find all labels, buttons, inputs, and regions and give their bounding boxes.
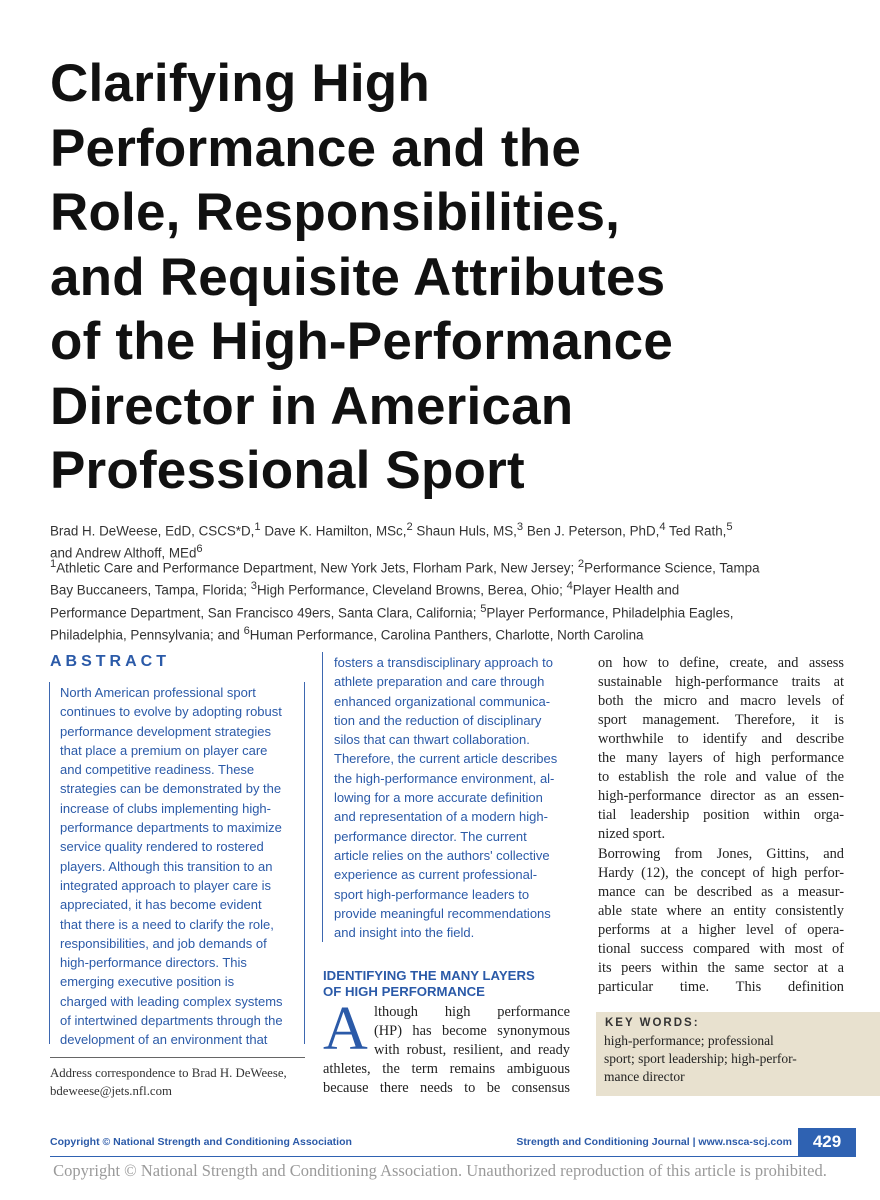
author: Dave K. Hamilton, MSc, bbox=[260, 523, 407, 539]
abstract-line: provide meaningful recommendations bbox=[334, 905, 551, 921]
affil-marker: 1 bbox=[254, 521, 261, 533]
abstract-line: Therefore, the current article describes bbox=[334, 751, 558, 767]
affiliation-text: Athletic Care and Performance Department, New York Jets, Florham Park, New Jersey; bbox=[56, 560, 578, 576]
abstract-line: that place a premium on player care bbox=[60, 742, 268, 758]
affil-marker: 6 bbox=[243, 625, 250, 638]
section-heading-line: OF HIGH PERFORMANCE bbox=[323, 983, 485, 999]
affiliation-text: Bay Buccaneers, Tampa, Florida; bbox=[50, 582, 251, 598]
abstract-line: sport high-performance leaders to bbox=[334, 886, 530, 902]
abstract-line: integrated approach to player care is bbox=[60, 877, 272, 893]
abstract-column-2 bbox=[322, 652, 576, 942]
article-title bbox=[50, 52, 850, 504]
affiliation-text: Performance Department, San Francisco 49ers, Santa Clara, California; bbox=[50, 605, 481, 621]
abstract-heading: ABSTRACT bbox=[50, 653, 170, 670]
abstract-line: and competitive readiness. These bbox=[60, 762, 255, 778]
title-line: Director in American bbox=[50, 376, 574, 436]
correspondence-divider bbox=[50, 1057, 305, 1058]
author: Ted Rath, bbox=[665, 523, 727, 539]
body-line: with robust, resilient, and ready bbox=[374, 1042, 570, 1058]
body-line: sport management. Therefore, it is bbox=[598, 712, 844, 728]
body-line: particular time. This definition bbox=[598, 979, 844, 995]
body-line: worthwhile to identify and describe bbox=[598, 731, 844, 747]
title-line: Performance and the bbox=[50, 118, 582, 178]
author: Brad H. DeWeese, EdD, CSCS*D, bbox=[50, 523, 255, 539]
abstract-line: silos that can thwart collaboration. bbox=[334, 732, 530, 748]
affiliation-text: High Performance, Cleveland Browns, Berea, Ohio; bbox=[256, 582, 567, 598]
abstract-line: performance director. The current bbox=[334, 828, 527, 844]
section-heading-line: IDENTIFYING THE MANY LAYERS bbox=[323, 968, 535, 983]
affil-marker: 4 bbox=[659, 521, 666, 533]
affiliation-line bbox=[50, 600, 860, 622]
abstract-line: and insight into the field. bbox=[334, 925, 475, 941]
keywords-label: KEY WORDS: bbox=[605, 1017, 700, 1029]
keywords-line: high-performance; professional bbox=[604, 1033, 774, 1048]
body-line: nized sport. bbox=[598, 826, 666, 842]
footer-journal[interactable]: Strength and Conditioning Journal | www.nsca-scj.com bbox=[516, 1136, 792, 1148]
footer-divider bbox=[50, 1156, 856, 1157]
affiliations bbox=[50, 555, 860, 645]
affil-marker: 6 bbox=[196, 543, 203, 556]
abstract-line: article relies on the authors' collective bbox=[334, 847, 550, 863]
abstract-line: that there is a need to clarify the role, bbox=[60, 916, 274, 932]
abstract-text bbox=[60, 683, 283, 1050]
footer-copyright: Copyright © National Strength and Conditioning Association bbox=[50, 1136, 352, 1148]
abstract-line: high-performance directors. This bbox=[60, 955, 247, 971]
affiliation-text: Human Performance, Carolina Panthers, Charlotte, North Carolina bbox=[249, 627, 644, 643]
affiliation-line bbox=[50, 577, 860, 599]
body-paragraph-2 bbox=[598, 845, 844, 997]
abstract-text bbox=[334, 653, 557, 942]
title-line: Role, Responsibilities, bbox=[50, 183, 621, 242]
body-line: both the micro and macro levels of bbox=[598, 693, 844, 709]
drop-cap: A bbox=[323, 995, 368, 1063]
affiliation-text: Player Performance, Philadelphia Eagles, bbox=[486, 605, 734, 621]
title-line: and Requisite Attributes bbox=[50, 247, 666, 307]
abstract-line: charged with leading complex systems bbox=[60, 993, 283, 1009]
keywords-box bbox=[596, 1012, 880, 1096]
keywords-line: sport; sport leadership; high-perfor- bbox=[604, 1051, 797, 1066]
author: Ben J. Peterson, PhD, bbox=[523, 523, 660, 539]
abstract-line: emerging executive position is bbox=[60, 974, 235, 990]
abstract-line: experience as current professional- bbox=[334, 867, 538, 883]
affil-marker: 5 bbox=[480, 602, 487, 615]
abstract-line: performance departments to maximize bbox=[60, 820, 282, 836]
abstract-line: strategies can be demonstrated by the bbox=[60, 781, 282, 797]
body-line: its peers within the same sector at a bbox=[598, 960, 844, 976]
body-line: tional success compared with most of bbox=[598, 941, 844, 957]
affiliation-line bbox=[50, 555, 860, 577]
abstract-line: performance development strategies bbox=[60, 723, 272, 739]
body-paragraph-1 bbox=[598, 654, 844, 844]
abstract-line: appreciated, it has become evident bbox=[60, 897, 262, 913]
correspondence-email[interactable]: bdeweese@jets.nfl.com bbox=[50, 1084, 172, 1098]
title-line: of the High-Performance bbox=[50, 312, 674, 371]
abstract-line: fosters a transdisciplinary approach to bbox=[334, 655, 553, 670]
abstract-line: increase of clubs implementing high- bbox=[60, 800, 271, 816]
body-line: Hardy (12), the concept of high perfor- bbox=[598, 865, 844, 881]
section-intro-full bbox=[323, 1060, 570, 1098]
abstract-line: players. Although this transition to an bbox=[60, 858, 273, 874]
abstract-line: of intertwined departments through the bbox=[60, 1013, 283, 1029]
affiliation-text: Philadelphia, Pennsylvania; and bbox=[50, 627, 244, 643]
affiliation-text: Performance Science, Tampa bbox=[584, 560, 760, 576]
abstract-column-1 bbox=[49, 682, 305, 1048]
body-line: athletes, the term remains ambiguous bbox=[323, 1061, 570, 1077]
abstract-line: tion and the reduction of disciplinary bbox=[334, 712, 542, 728]
abstract-line: and representation of a modern high- bbox=[334, 809, 548, 825]
abstract-line: the high-performance environment, al- bbox=[334, 770, 555, 786]
body-line: performs at a higher level of opera- bbox=[598, 922, 844, 938]
body-line: the many layers of high performance bbox=[598, 750, 844, 766]
abstract-line: service quality rendered to rostered bbox=[60, 839, 264, 855]
correspondence-note bbox=[50, 1064, 287, 1100]
body-line: sustainable high-performance traits at bbox=[598, 674, 844, 690]
abstract-line: North American professional sport bbox=[60, 685, 256, 700]
body-line: mance can be described as a measur- bbox=[598, 884, 844, 900]
body-line: on how to define, create, and assess bbox=[598, 655, 844, 671]
body-line: lthough high performance bbox=[374, 1004, 570, 1020]
affil-marker: 3 bbox=[516, 521, 524, 533]
body-line: high-performance director as an essen- bbox=[598, 788, 844, 804]
abstract-line: athlete preparation and care through bbox=[334, 674, 545, 690]
body-line: because there needs to be consensus bbox=[323, 1080, 570, 1096]
author: and Andrew Althoff, MEd bbox=[50, 545, 197, 561]
abstract-line: development of an environment that bbox=[60, 1032, 268, 1048]
body-line: tial leadership position within orga- bbox=[598, 807, 844, 823]
keywords-line: mance director bbox=[604, 1069, 685, 1084]
title-line: Clarifying High bbox=[50, 54, 430, 113]
keywords-text bbox=[604, 1032, 797, 1086]
abstract-line: lowing for a more accurate definition bbox=[334, 790, 543, 806]
affil-marker: 5 bbox=[726, 521, 733, 533]
affil-marker: 4 bbox=[566, 580, 573, 593]
section-intro-indented bbox=[374, 1003, 570, 1060]
body-line: to establish the role and value of the bbox=[598, 769, 844, 785]
page-number: 429 bbox=[798, 1128, 856, 1156]
affil-marker: 2 bbox=[577, 558, 585, 570]
affil-marker: 1 bbox=[50, 558, 57, 570]
body-line: able state where an entity consistently bbox=[598, 903, 844, 919]
body-line: (HP) has become synonymous bbox=[374, 1023, 570, 1039]
title-line: Professional Sport bbox=[50, 441, 525, 500]
affil-marker: 2 bbox=[406, 521, 413, 533]
abstract-line: responsibilities, and job demands of bbox=[60, 935, 267, 951]
correspondence-line: Address correspondence to Brad H. DeWeese, bbox=[50, 1066, 287, 1080]
affiliation-line bbox=[50, 622, 860, 644]
author: Shaun Huls, MS, bbox=[412, 523, 517, 539]
affil-marker: 3 bbox=[250, 580, 257, 593]
abstract-line: continues to evolve by adopting robust bbox=[60, 704, 282, 720]
copyright-watermark: Copyright © National Strength and Conditioning Association. Unauthorized reproduction of this article is prohibited. bbox=[53, 1161, 827, 1180]
body-line: Borrowing from Jones, Gittins, and bbox=[598, 846, 844, 862]
abstract-line: enhanced organizational communica- bbox=[334, 693, 551, 709]
affiliation-text: Player Health and bbox=[572, 582, 680, 598]
